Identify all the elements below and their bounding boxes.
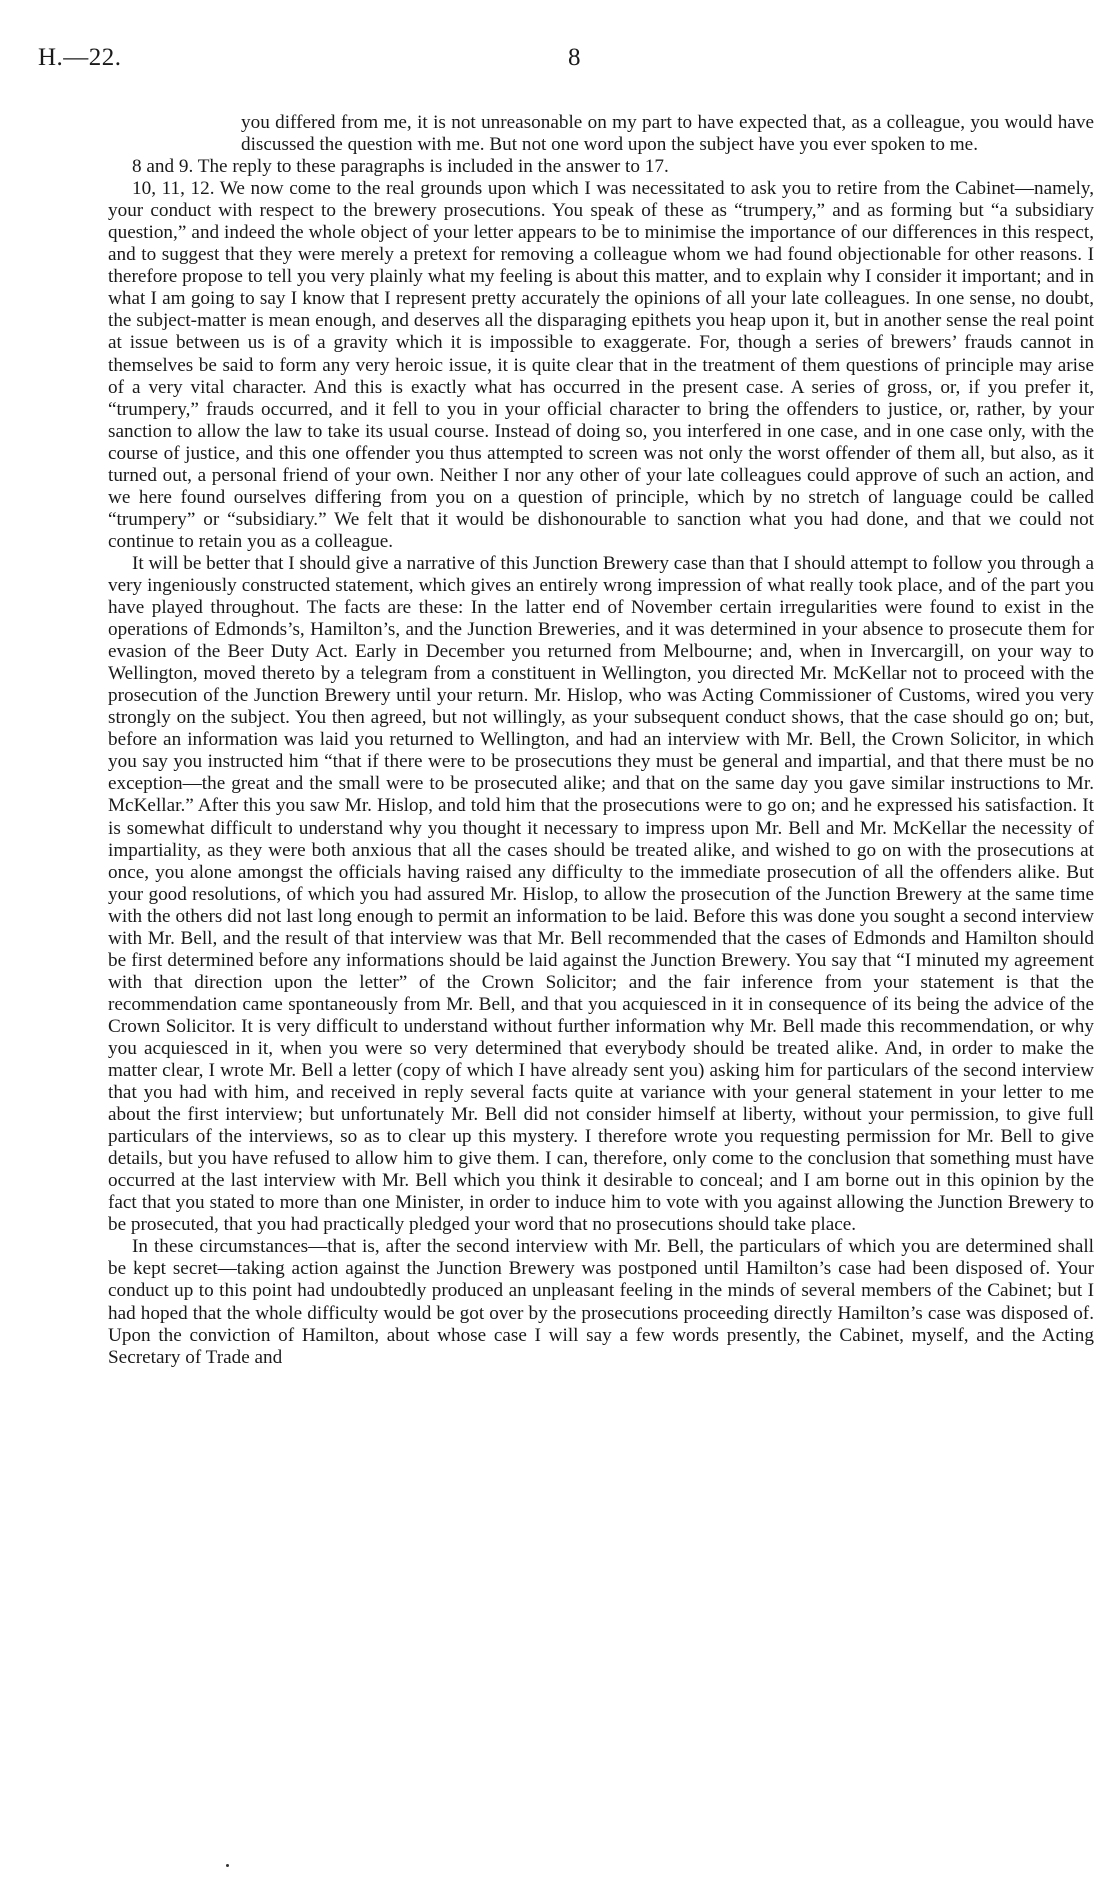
print-speck bbox=[226, 1864, 229, 1867]
paragraph-10-11-12: 10, 11, 12. We now come to the real grounds upon which I was necessitated to ask you to retire from the Cabinet—namely, your conduct with respect to the brewery prosecutions. You speak of these as “trumpery,” and as forming but “a subsidiary question,” and indeed the whole object of your letter appears to be to minimise the importance of our differences in this respect, and to suggest that they were merely a pretext for removing a colleague whom we had found objectionable for other reasons. I therefore propose to tell you very plainly what my feeling is about this matter, and to explain why I consider it important; and in what I am going to say I know that I represent pretty accurately the opinions of all your late colleagues. In one sense, no doubt, the subject-matter is mean enough, and deserves all the disparaging epithets you heap upon it, but in another sense the real point at issue between us is of a gravity which it is impossible to exaggerate. For, though a series of brewers’ frauds cannot in themselves be said to form any very heroic issue, it is quite clear that in the treatment of them questions of principle may arise of a very vital character. And this is exactly what has occurred in the present case. A series of gross, or, if you prefer it, “trumpery,” frauds occurred, and it fell to you in your official character to bring the offenders to justice, or, rather, by your sanction to allow the law to take its usual course. Instead of doing so, you interfered in one case, and in one case only, with the course of justice, and this one offender you thus attempted to screen was not only the worst offender of them all, but also, as it turned out, a personal friend of your own. Neither I nor any other of your late colleagues could approve of such an action, and we here found ourselves differing from you on a question of principle, which by no stretch of language could be called “trumpery” or “subsidiary.” We felt that it would be dishonourable to sanction what you had done, and that we could not continue to retain you as a colleague. bbox=[108, 178, 1094, 552]
document-reference: H.—22. bbox=[38, 44, 122, 71]
paragraph-continuation: you differed from me, it is not unreasonable on my part to have expected that, as a colleague, you would have discussed the question with me. But not one word upon the subject have you ever spoken to me. bbox=[241, 112, 1094, 156]
letter-body bbox=[108, 112, 1094, 1369]
paragraph-8-9: 8 and 9. The reply to these paragraphs is included in the answer to 17. bbox=[132, 156, 669, 178]
paragraph-junction-brewery-narrative: It will be better that I should give a narrative of this Junction Brewery case than that I should attempt to follow you through a very ingeniously constructed statement, which gives an entirely wrong impression of what really took place, and of the part you have played throughout. The facts are these: In the latter end of November certain irregularities were found to exist in the operations of Edmonds’s, Hamilton’s, and the Junction Breweries, and it was determined in your absence to prosecute them for evasion of the Beer Duty Act. Early in December you returned from Melbourne; and, when in Invercargill, on your way to Wellington, moved thereto by a telegram from a constituent in Wellington, you directed Mr. McKellar not to proceed with the prosecution of the Junction Brewery until your return. Mr. Hislop, who was Acting Commissioner of Customs, wired you very strongly on the subject. You then agreed, but not willingly, as your subsequent conduct shows, that the case should go on; but, before an information was laid you returned to Wellington, and had an interview with Mr. Bell, the Crown Solicitor, in which you say you instructed him “that if there were to be prosecutions they must be general and impartial, and that there must be no exception—the great and the small were to be prosecuted alike; and that on the same day you gave similar instructions to Mr. McKellar.” After this you saw Mr. Hislop, and told him that the prosecutions were to go on; and he expressed his satisfaction. It is somewhat difficult to understand why you thought it necessary to impress upon Mr. Bell and Mr. McKellar the necessity of impartiality, as they were both anxious that all the cases should be treated alike, and wished to go on with the prosecutions at once, you alone amongst the officials having raised any difficulty to the immediate prosecution of all the offenders alike. But your good resolutions, of which you had assured Mr. Hislop, to allow the prosecution of the Junction Brewery at the same time with the others did not last long enough to permit an information to be laid. Before this was done you sought a second interview with Mr. Bell, and the result of that interview was that Mr. Bell recommended that the cases of Edmonds and Hamilton should be first determined before any informations should be laid against the Junction Brewery. You say that “I minuted my agreement with that direction upon the letter” of the Crown Solicitor; and the fair inference from your statement is that the recommendation came spontaneously from Mr. Bell, and that you acquiesced in it in consequence of its being the advice of the Crown Solicitor. It is very difficult to understand without further information why Mr. Bell made this recommendation, or why you acquiesced in it, when you were so very determined that everybody should be treated alike. And, in order to make the matter clear, I wrote Mr. Bell a letter (copy of which I have already sent you) asking him for particulars of the second interview that you had with him, and received in reply several facts quite at variance with your general statement in your letter to me about the first interview; but unfortunately Mr. Bell did not consider himself at liberty, without your permission, to give full particulars of the interviews, so as to clear up this mystery. I therefore wrote you requesting permission for Mr. Bell to give details, but you have refused to allow him to give them. I can, therefore, only come to the conclusion that something must have occurred at the last interview with Mr. Bell which you think it desirable to conceal; and I am borne out in this opinion by the fact that you stated to more than one Minister, in order to induce him to vote with you against allowing the Junction Brewery to be prosecuted, that you had practically pledged your word that no prosecutions should take place. bbox=[108, 552, 1094, 1236]
paragraph-circumstances: In these circumstances—that is, after the second interview with Mr. Bell, the particulars of which you are determined shall be kept secret—taking action against the Junction Brewery was postponed until Hamilton’s case had been disposed of. Your conduct up to this point had undoubtedly produced an unpleasant feeling in the minds of several members of the Cabinet; but I had hoped that the whole difficulty would be got over by the prosecutions proceeding directly Hamilton’s case was disposed of. Upon the conviction of Hamilton, about whose case I will say a few words presently, the Cabinet, myself, and the Acting Secretary of Trade and bbox=[108, 1236, 1094, 1368]
page-number: 8 bbox=[568, 44, 581, 71]
